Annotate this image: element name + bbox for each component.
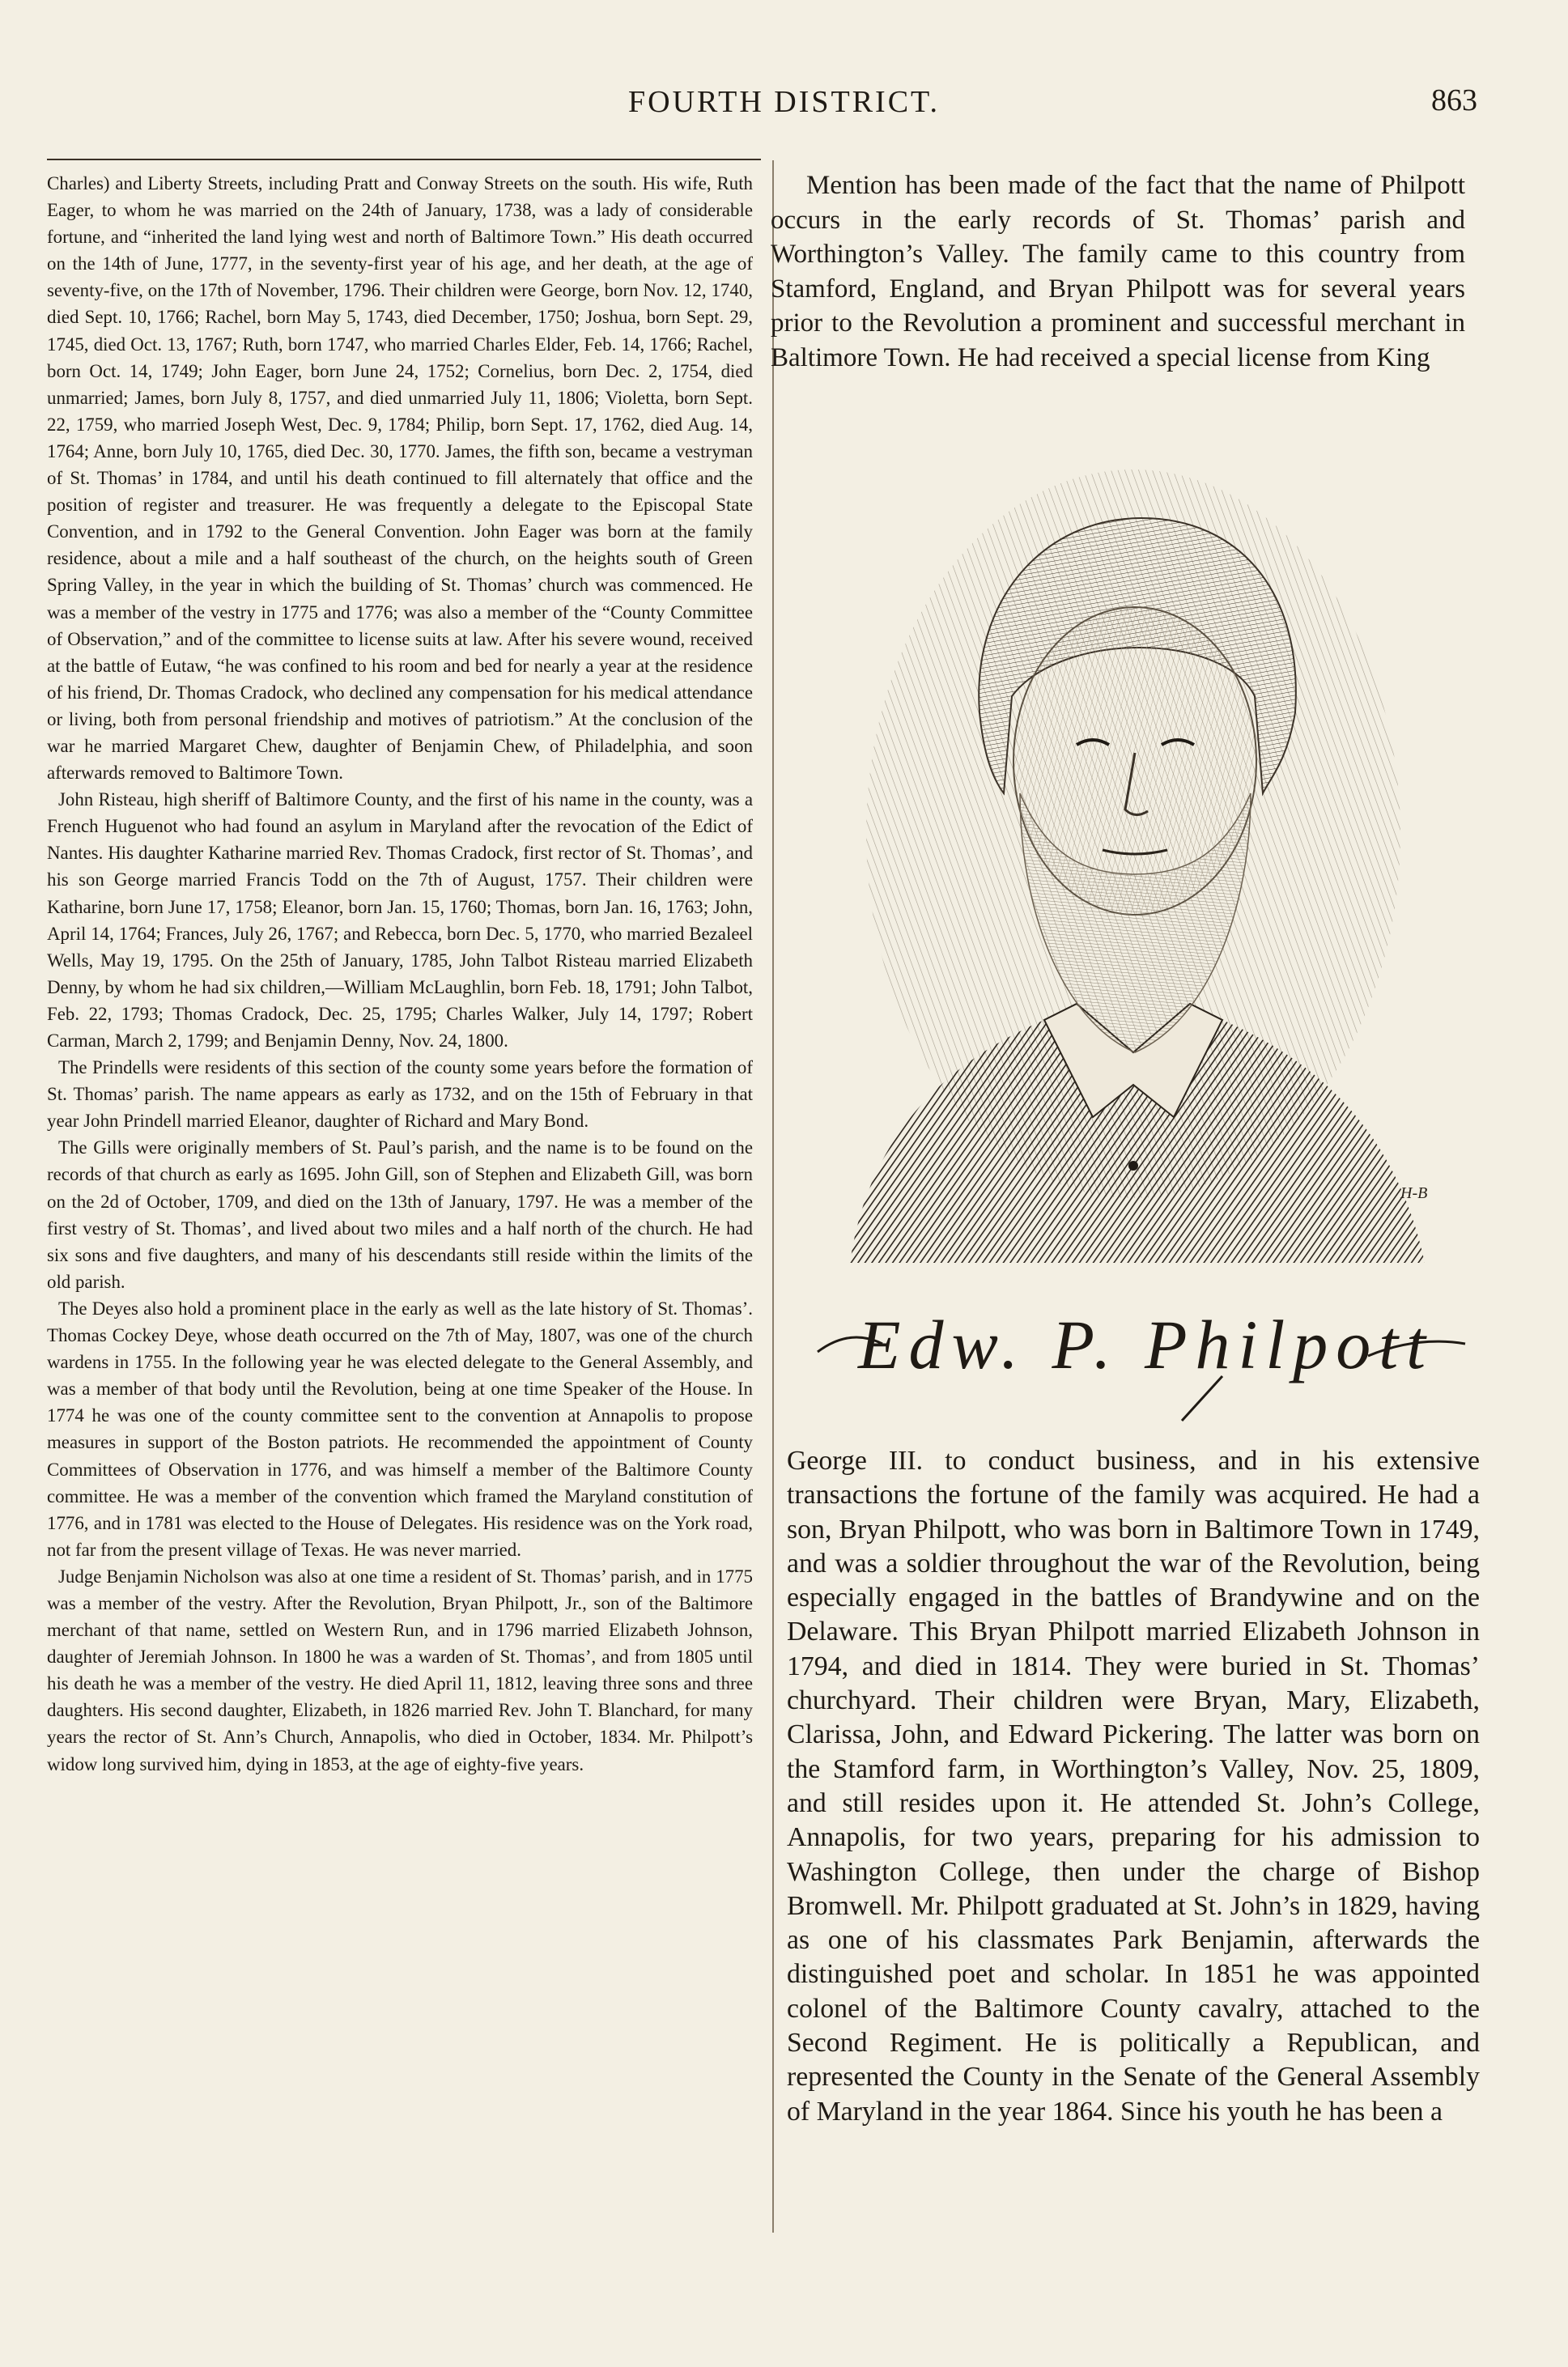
paragraph-prindells: The Prindells were residents of this section of the county some years before the formation of St. Thomas’ parish. The name appears as early as 1732, and on the 15th of February in that year John Prindell married Eleanor, daughter of Richard and Mary Bond. — [47, 1057, 753, 1132]
paragraph-philpott-intro: Mention has been made of the fact that the name of Philpott occurs in the early records of St. Thomas’ parish and Worthington’s Valley. The family came to this country from Stamford, England, and Bryan Philpott was for several years prior to the Revolution a prominent and successful merchant in Baltimore Town. He had received a special license from King — [771, 171, 1465, 372]
paragraph-gills: The Gills were originally members of St. Paul’s parish, and the name is to be found on the records of that church as early as 1695. John Gill, son of Stephen and Elizabeth Gill, was born on the 2d of October, 1709, and died on the 13th of January, 1797. He was a member of the first vestry of St. Thomas’, and lived about two miles and a half north of the church. He had six sons and five daughters, and many of his descendants still reside within the limits of the old parish. — [47, 1137, 753, 1292]
running-head: FOURTH DISTRICT. — [628, 85, 940, 119]
paragraph-risteau: John Risteau, high sheriff of Baltimore County, and the first of his name in the county, was a French Huguenot who had found an asylum in Maryland after the revocation of the Edict of Nantes. His daughter Katharine married Rev. Thomas Cradock, first rector of St. Thomas’, and his son George married Francis Todd on the 7th of August, 1757. Their children were Katharine, born June 17, 1758; Eleanor, born Jan. 15, 1760; Thomas, born Jan. 16, 1763; John, April 14, 1764; Frances, July 26, 1767; and Rebecca, born Dec. 5, 1770, who married Bezaleel Wells, May 19, 1795. On the 25th of January, 1785, John Talbot Risteau married Elizabeth Denny, by whom he had six children,—William McLaughlin, born Feb. 18, 1791; John Talbot, Feb. 22, 1793; Thomas Cradock, Dec. 25, 1795; Charles Walker, July 14, 1797; Robert Carman, March 2, 1799; and Benjamin Denny, Nov. 24, 1800. — [47, 789, 753, 1051]
paragraph-deyes: The Deyes also hold a prominent place in the early as well as the late history of St. Thomas’. Thomas Cockey Deye, whose death occurred on the 7th of May, 1807, was one of the church wardens in 1755. In the following year he was elected delegate to the General Assembly, and was a member of that body until the Revolution, being at one time Speaker of the House. In 1774 he was one of the county committee sent to the convention at Annapolis to propose measures in support of the Boston patriots. He recommended the appointment of County Committees of Observation in 1776, and was himself a member of the Baltimore County committee. He was a member of the convention which framed the Maryland constitution of 1776, and in 1781 was elected to the House of Delegates. His residence was on the York road, not far from the present village of Texas. He was never married. — [47, 1298, 753, 1560]
page-number: 863 — [1431, 83, 1477, 117]
signature-text: Edw. P. Philpott — [858, 1306, 1434, 1383]
right-column-bottom — [787, 1444, 1480, 2129]
signature-image — [801, 1279, 1481, 1425]
page-header — [0, 78, 1568, 126]
paragraph-nicholson-philpott: Judge Benjamin Nicholson was also at one time a resident of St. Thomas’ parish, and in 1775 was a member of the vestry. After the Revolution, Bryan Philpott, Jr., son of the Baltimore merchant of that name, settled on Western Run, and in 1796 married Elizabeth Johnson, daughter of Jeremiah Johnson. In 1800 he was a warden of St. Thomas’, and from 1805 until his death he was a member of the vestry. He died April 11, 1812, leaving three sons and three daughters. His second daughter, Elizabeth, in 1826 married Rev. John T. Blanchard, for many years the rector of St. Ann’s Church, Annapolis, who died in October, 1834. Mr. Philpott’s widow long survived him, dying in 1853, at the age of eighty-five years. — [47, 1566, 753, 1774]
engraver-mark: H-B — [1400, 1184, 1428, 1202]
paragraph-philpott-biography: George III. to conduct business, and in his extensive transactions the fortune of the family was acquired. He had a son, Bryan Philpott, who was born in Baltimore Town in 1749, and was a soldier throughout the war of the Revolution, being especially engaged in the battles of Brandywine and on the Delaware. This Bryan Philpott married Elizabeth Johnson in 1794, and died in 1814. They were buried in St. Thomas’ churchyard. Their children were Bryan, Mary, Elizabeth, Clarissa, John, and Edward Pickering. The latter was born on the Stamford farm, in Worthington’s Valley, Nov. 25, 1809, and still resides upon it. He attended St. John’s College, Annapolis, for two years, preparing for his admission to Washington College, then under the charge of Bishop Bromwell. Mr. Philpott graduated at St. John’s in 1829, having as one of his classmates Park Benjamin, afterwards the distinguished poet and scholar. In 1851 he was appointed colonel of the Baltimore County cavalry, attached to the Second Regiment. He is politically a Republican, and represented the County in the Senate of the General Assembly of Maryland in the year 1864. Since his youth he has been a — [787, 1446, 1480, 2127]
shirt-stud — [1128, 1161, 1138, 1171]
column-divider — [772, 160, 774, 2233]
left-column — [47, 170, 753, 2267]
paragraph-eager-family: Charles) and Liberty Streets, including Pratt and Conway Streets on the south. His wife, Ruth Eager, to whom he was married on the 24th of January, 1738, was a lady of considerable fortune, and “inherited the land lying west and north of Baltimore Town.” His death occurred on the 14th of June, 1777, in the seventy-first year of his age, and her death, at the age of seventy-five, on the 17th of November, 1796. Their children were George, born Nov. 12, 1740, died Sept. 10, 1766; Rachel, born May 5, 1743, died December, 1750; Joshua, born Sept. 29, 1745, died Oct. 13, 1767; Ruth, born 1747, who married Charles Elder, Feb. 14, 1766; Rachel, born Oct. 14, 1749; John Eager, born June 24, 1752; Cornelius, born Dec. 2, 1754, died unmarried; James, born July 8, 1757, and died unmarried July 11, 1806; Violetta, born Sept. 22, 1759, who married Joseph West, Dec. 9, 1784; Philip, born Sept. 17, 1762, died Aug. 14, 1764; Anne, born July 10, 1765, died Dec. 30, 1770. James, the fifth son, became a vestryman of St. Thomas’ in 1784, and until his death continued to fill alternately that office and the position of register and treasurer. He was frequently a delegate to the Episcopal State Convention, and in 1792 to the General Convention. John Eager was born at the family residence, about a mile and a half southeast of the church, on the heights south of Green Spring Valley, in the year in which the building of St. Thomas’ church was commenced. He was a member of the vestry in 1775 and 1776; was also a member of the “County Committee of Observation,” and of the committee to license suits at law. After his severe wound, received at the battle of Eutaw, “he was confined to his room and bed for nearly a year at the residence of his friend, Dr. Thomas Cradock, who declined any compensation for his medical attendance or living, both from personal friendship and motives of patriotism.” At the conclusion of the war he married Margaret Chew, daughter of Benjamin Chew, of Philadelphia, and soon afterwards removed to Baltimore Town. — [47, 173, 753, 784]
right-column-top — [771, 168, 1465, 375]
portrait-engraving — [801, 453, 1465, 1271]
header-rule — [47, 159, 761, 160]
